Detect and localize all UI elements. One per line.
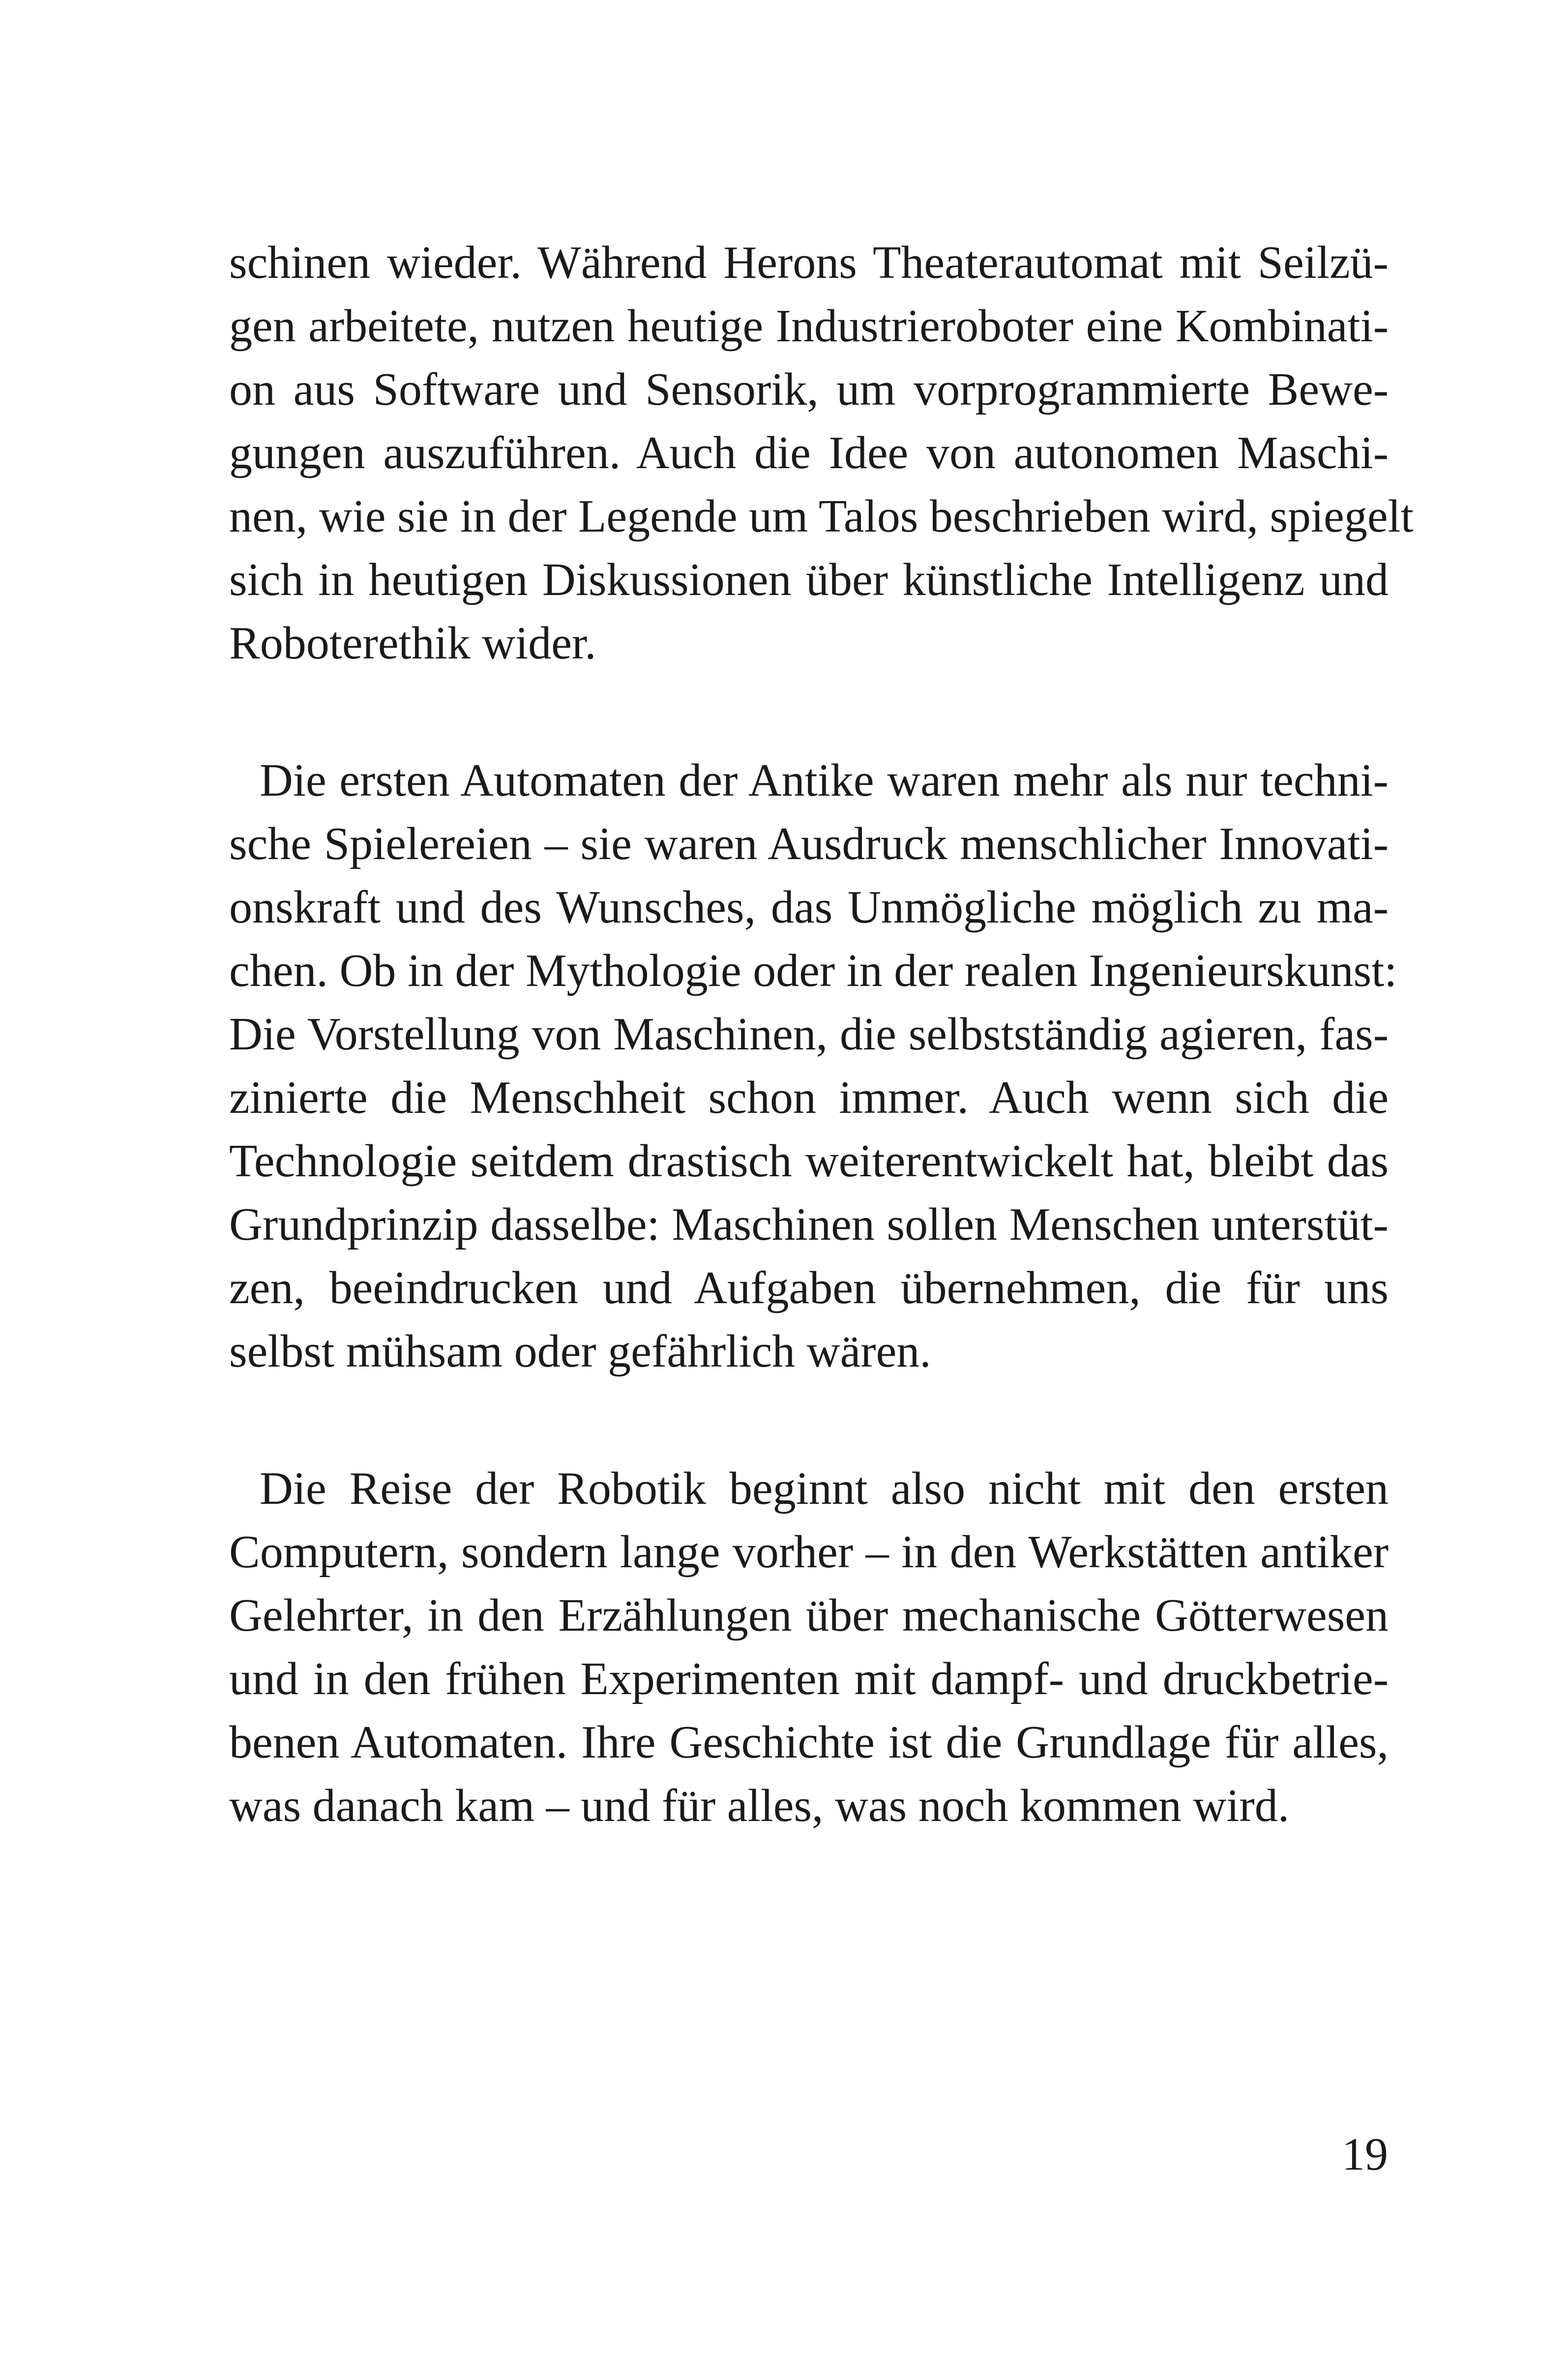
text-line: was danach kam – und für alles, was noch kommen wird. xyxy=(229,1780,1290,1831)
text-line: gungen auszuführen. Auch die Idee von autonomen Maschi- xyxy=(229,427,1389,478)
text-line: Technologie seitdem drastisch weiterentwickelt hat, bleibt das xyxy=(229,1135,1389,1187)
text-line: Die ersten Automaten der Antike waren mehr als nur techni- xyxy=(260,755,1389,806)
body-text xyxy=(229,231,1414,1838)
text-line: Die Reise der Robotik beginnt also nicht mit den ersten xyxy=(260,1463,1389,1514)
text-line: Gelehrter, in den Erzählungen über mechanische Götterwesen xyxy=(229,1590,1389,1641)
text-line: und in den frühen Experimenten mit dampf- und druckbetrie- xyxy=(229,1653,1389,1704)
text-line: Die Vorstellung von Maschinen, die selbstständig agieren, fas- xyxy=(229,1009,1389,1060)
text-line: on aus Software und Sensorik, um vorprogrammierte Bewe- xyxy=(229,364,1389,415)
text-line: Grundprinzip dasselbe: Maschinen sollen Menschen unterstüt- xyxy=(229,1199,1389,1250)
text-line: sche Spielereien – sie waren Ausdruck menschlicher Innovati- xyxy=(229,818,1389,869)
text-line: selbst mühsam oder gefährlich wären. xyxy=(229,1326,931,1377)
text-line: chen. Ob in der Mythologie oder in der realen Ingenieurskunst: xyxy=(229,945,1397,996)
text-line: zinierte die Menschheit schon immer. Auch wenn sich die xyxy=(229,1072,1389,1123)
text-line: sich in heutigen Diskussionen über künstliche Intelligenz und xyxy=(229,554,1389,605)
page-number: 19 xyxy=(1342,2129,1388,2180)
paragraph-2 xyxy=(229,749,1397,1383)
text-line: Roboterethik wider. xyxy=(229,618,596,669)
text-line: onskraft und des Wunsches, das Unmögliche möglich zu ma- xyxy=(229,882,1389,933)
text-line: schinen wieder. Während Herons Theaterautomat mit Seilzü- xyxy=(229,237,1389,288)
text-line: Computern, sondern lange vorher – in den Werkstätten antiker xyxy=(229,1526,1389,1578)
paragraph-1 xyxy=(229,231,1414,675)
text-line: nen, wie sie in der Legende um Talos beschrieben wird, spiegelt xyxy=(229,491,1414,542)
text-line: gen arbeitete, nutzen heutige Industrieroboter eine Kombinati- xyxy=(229,300,1389,352)
text-line: zen, beeindrucken und Aufgaben übernehmen, die für uns xyxy=(229,1262,1389,1313)
paragraph-3 xyxy=(229,1457,1389,1838)
text-line: benen Automaten. Ihre Geschichte ist die Grundlage für alles, xyxy=(229,1717,1389,1768)
